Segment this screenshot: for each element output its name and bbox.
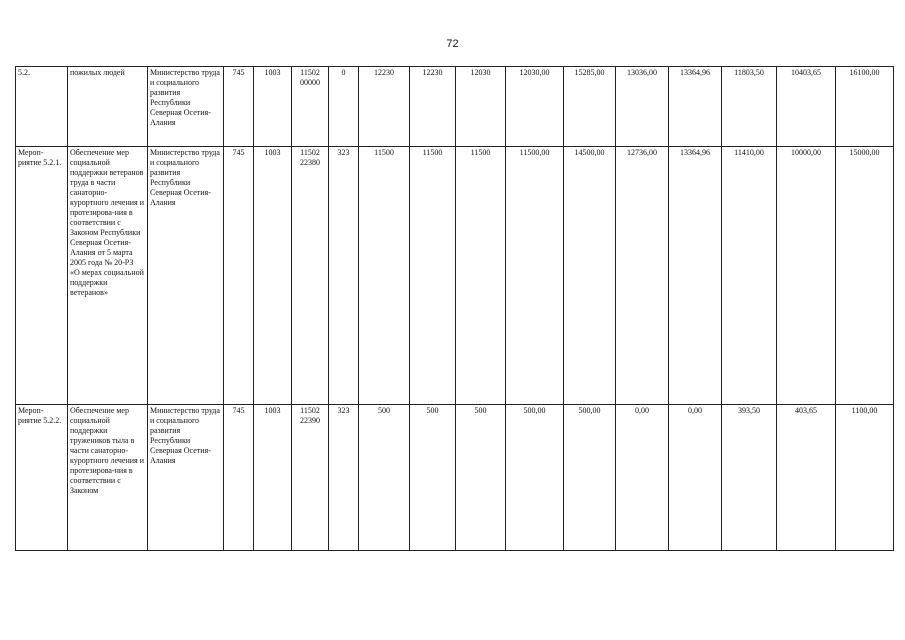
row-value-4: 500,00 (506, 405, 564, 551)
row-value-2: 11500 (410, 147, 456, 405)
row-value-9: 10403,65 (777, 67, 836, 147)
row-grbs: 745 (224, 405, 254, 551)
row-grbs: 745 (224, 67, 254, 147)
row-value-9: 10000,00 (777, 147, 836, 405)
row-rzpr: 1003 (254, 405, 292, 551)
row-value-9: 403,65 (777, 405, 836, 551)
row-value-5: 15285,00 (564, 67, 616, 147)
row-vr: 323 (329, 405, 359, 551)
row-value-4: 12030,00 (506, 67, 564, 147)
row-rzpr: 1003 (254, 67, 292, 147)
row-name: пожилых людей (68, 67, 148, 147)
row-code: 5.2. (16, 67, 68, 147)
row-executor: Министерство труда и социального развития Республики Северная Осетия-Алания (148, 147, 224, 405)
table-row (16, 67, 894, 147)
row-value-5: 14500,00 (564, 147, 616, 405)
row-grbs: 745 (224, 147, 254, 405)
row-csr: 11502 22390 (292, 405, 329, 551)
row-value-8: 11803,50 (722, 67, 777, 147)
row-value-3: 500 (456, 405, 506, 551)
row-executor: Министерство труда и социального развития Республики Северная Осетия-Алания (148, 67, 224, 147)
row-vr: 323 (329, 147, 359, 405)
row-value-5: 500,00 (564, 405, 616, 551)
row-value-3: 12030 (456, 67, 506, 147)
row-value-3: 11500 (456, 147, 506, 405)
row-value-6: 0,00 (616, 405, 669, 551)
row-value-2: 12230 (410, 67, 456, 147)
row-csr: 11502 22380 (292, 147, 329, 405)
row-value-1: 500 (359, 405, 410, 551)
row-value-10: 1100,00 (836, 405, 894, 551)
row-value-7: 13364,96 (669, 147, 722, 405)
row-value-2: 500 (410, 405, 456, 551)
table-row (16, 405, 894, 551)
row-value-10: 16100,00 (836, 67, 894, 147)
row-value-8: 393,50 (722, 405, 777, 551)
row-vr: 0 (329, 67, 359, 147)
row-value-7: 13364,96 (669, 67, 722, 147)
row-value-8: 11410,00 (722, 147, 777, 405)
row-value-1: 11500 (359, 147, 410, 405)
row-code: Мероп-риятие 5.2.1. (16, 147, 68, 405)
row-value-6: 12736,00 (616, 147, 669, 405)
budget-table (15, 66, 894, 551)
row-value-7: 0,00 (669, 405, 722, 551)
row-code: Мероп-риятие 5.2.2. (16, 405, 68, 551)
row-value-10: 15000,00 (836, 147, 894, 405)
row-csr: 11502 00000 (292, 67, 329, 147)
row-value-4: 11500,00 (506, 147, 564, 405)
row-value-6: 13036,00 (616, 67, 669, 147)
row-rzpr: 1003 (254, 147, 292, 405)
row-executor: Министерство труда и социального развития Республики Северная Осетия-Алания (148, 405, 224, 551)
row-value-1: 12230 (359, 67, 410, 147)
page-number: 72 (446, 38, 459, 50)
row-name: Обеспечение мер социальной поддержки тружеников тыла в части санаторно-курортного лечения и протезирова-ния в соответствии с Законом (68, 405, 148, 551)
table-row (16, 147, 894, 405)
row-name: Обеспечение мер социальной поддержки ветеранов труда в части санаторно-курортного лечения и протезирова-ния в соответствии с Законом Республики Северная Осетия-Алания от 5 марта 2005 года № 20-РЗ «О мерах социальной поддержки ветеранов» (68, 147, 148, 405)
